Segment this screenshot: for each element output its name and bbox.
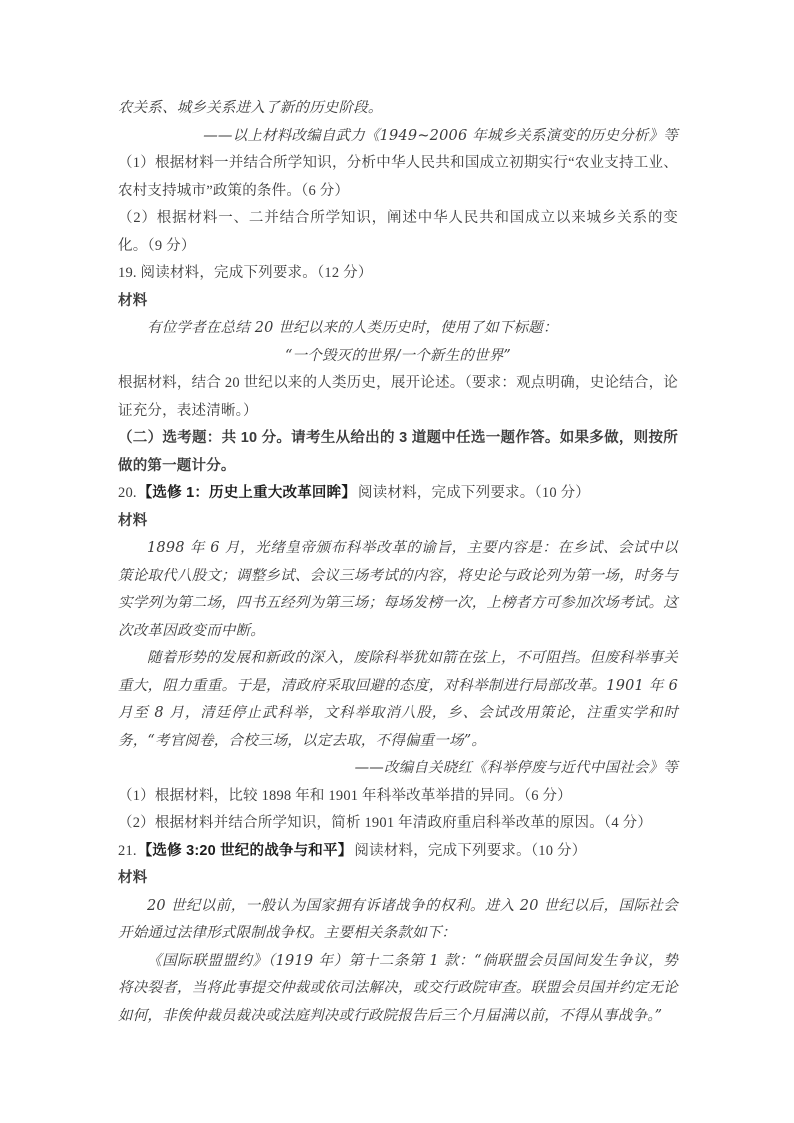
q18-material-tail-line: 农关系、城乡关系进入了新的历史阶段。 (118, 100, 383, 116)
q18-material-source: ——以上材料改编自武力《1949~2006 年城乡关系演变的历史分析》等 (203, 127, 678, 144)
q19-material-quote-title: “一个毁灭的世界/一个新生的世界” (284, 347, 512, 364)
q21-material-label: 材料 (118, 870, 148, 886)
q20-stem (118, 480, 678, 508)
q19-task: 根据材料，结合 20 世纪以来的人类历史，展开论述。（要求：观点明确，史论结合，论证充分，表述清晰。） (118, 375, 678, 419)
q20-number: 20. (118, 485, 137, 501)
q19-material-intro: 有位学者在总结 20 世纪以来的人类历史时，使用了如下标题： (147, 320, 558, 336)
q20-module-title: 【选修 1：历史上重大改革回眸】 (137, 485, 357, 501)
q21-number: 21. (118, 842, 137, 859)
q18-subquestion-1: （1）根据材料一并结合所学知识，分析中华人民共和国成立初期实行“农业支持工业、农村支持城市”政策的条件。（6 分） (118, 155, 678, 199)
q19-material-label: 材料 (118, 292, 148, 309)
q21-stem (118, 838, 678, 866)
q18-subquestion-2: （2）根据材料一、二并结合所学知识，阐述中华人民共和国成立以来城乡关系的变化。（9 分） (118, 210, 678, 254)
q20-material-paragraph-1: 1898 年 6 月，光绪皇帝颁布科举改革的谕旨，主要内容是：在乡试、会试中以策论取代八股文；调整乡试、会议三场考试的内容，将史论与政论列为第一场，时务与实学列为第二场，四书五经列为第三场；每场发榜一次，上榜者方可参加次场考试。这次改革因政变而中断。 (118, 540, 678, 639)
q21-material-paragraph-2: 《国际联盟盟约》（1919 年）第十二条第 1 款：“倘联盟会员国间发生争议，势将决裂者，当将此事提交仲裁或依司法解决，或交行政院审查。联盟会员国并约定无论如何，非俟仲裁员裁决或法庭判决或行政院报告后三个月届满以前，不得从事战争。” (118, 952, 678, 1024)
q20-material-paragraph-2: 随着形势的发展和新政的深入，废除科举犹如箭在弦上，不可阻挡。但废科举事关重大，阻力重重。于是，清政府采取回避的态度，对科举制进行局部改革。1901 年 6 月至 8 月，清廷停止武科举，文科举取消八股，乡、会试改用策论，注重实学和时务，“考官阅卷，合校三场，以定去取，不得偏重一场”。 (118, 650, 678, 749)
q20-material-source: ——改编自关晓红《科举停废与近代中国社会》等 (354, 760, 678, 776)
page-content (118, 95, 678, 1030)
section-two-notice: （二）选考题：共 10 分。请考生从给出的 3 道题中任选一题作答。如果多做，则按所做的第一题计分。 (118, 430, 678, 474)
q21-material-paragraph-1: 20 世纪以前，一般认为国家拥有诉诸战争的权利。进入 20 世纪以后，国际社会开始通过法律形式限制战争权。主要相关条款如下： (118, 897, 678, 941)
q19-stem: 19. 阅读材料，完成下列要求。（12 分） (118, 265, 373, 281)
q20-material-label: 材料 (118, 512, 148, 529)
q21-stem-rest: 阅读材料，完成下列要求。（10 分） (354, 842, 587, 859)
q20-subquestion-2: （2）根据材料并结合所学知识，简析 1901 年清政府重启科举改革的原因。（4 分） (118, 815, 653, 831)
q21-module-title: 【选修 3:20 世纪的战争与和平】 (137, 842, 353, 859)
q20-subquestion-1: （1）根据材料，比较 1898 年和 1901 年科举改革举措的异同。（6 分） (118, 787, 572, 804)
q20-stem-rest: 阅读材料，完成下列要求。（10 分） (358, 485, 591, 501)
